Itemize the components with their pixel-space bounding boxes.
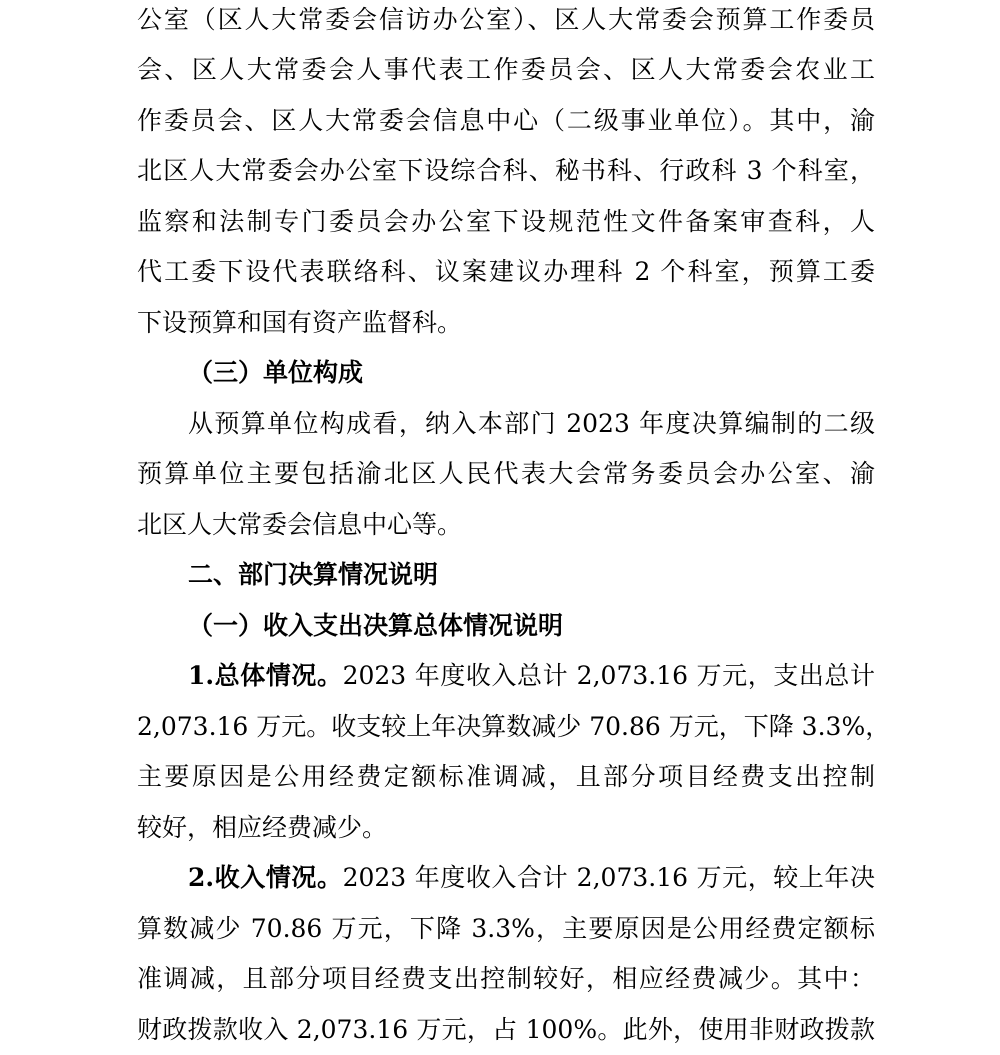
- paragraph-line: 公室（区人大常委会信访办公室）、区人大常委会预算工作委员: [137, 5, 875, 34]
- paragraph-line: 北区人大常委会办公室下设综合科、秘书科、行政科 3 个科室，: [137, 156, 875, 185]
- paragraph-line: 较好，相应经费减少。: [137, 813, 388, 842]
- paragraph-line-overall: [188, 651, 875, 701]
- paragraph-line: 监察和法制专门委员会办公室下设规范性文件备案审查科，人: [137, 207, 875, 236]
- section-heading-final-accounts: 二、部门决算情况说明: [188, 560, 439, 589]
- paragraph-line: 从预算单位构成看，纳入本部门 2023 年度决算编制的二级: [188, 409, 875, 438]
- sub-heading-income-expenditure: （一）收入支出决算总体情况说明: [188, 611, 564, 640]
- paragraph-line: 2,073.16 万元。收支较上年决算数减少 70.86 万元，下降 3.3%，: [137, 712, 891, 741]
- income-situation-text: 2023 年度收入合计 2,073.16 万元，较上年决: [342, 863, 875, 892]
- paragraph-line: 主要原因是公用经费定额标准调减，且部分项目经费支出控制: [137, 762, 875, 791]
- paragraph-line: 作委员会、区人大常委会信息中心（二级事业单位）。其中，渝: [137, 106, 875, 135]
- overall-situation-lead: 1.总体情况。: [188, 661, 343, 690]
- paragraph-line: 代工委下设代表联络科、议案建议办理科 2 个科室，预算工委: [137, 257, 875, 286]
- overall-situation-text: 2023 年度收入总计 2,073.16 万元，支出总计: [342, 661, 875, 690]
- paragraph-line: 北区人大常委会信息中心等。: [137, 510, 463, 539]
- paragraph-line: 会、区人大常委会人事代表工作委员会、区人大常委会农业工: [137, 55, 875, 84]
- paragraph-line: 财政拨款收入 2,073.16 万元，占 100%。此外，使用非财政拨款: [137, 1015, 875, 1044]
- sub-heading-unit-composition: （三）单位构成: [188, 358, 364, 387]
- paragraph-line: 预算单位主要包括渝北区人民代表大会常务委员会办公室、渝: [137, 459, 875, 488]
- income-situation-lead: 2.收入情况。: [188, 863, 343, 892]
- paragraph-line: 准调减，且部分项目经费支出控制较好，相应经费减少。其中：: [137, 964, 875, 993]
- paragraph-line: 算数减少 70.86 万元，下降 3.3%，主要原因是公用经费定额标: [137, 914, 875, 943]
- paragraph-line: 下设预算和国有资产监督科。: [137, 308, 463, 337]
- paragraph-line-income: [188, 853, 875, 903]
